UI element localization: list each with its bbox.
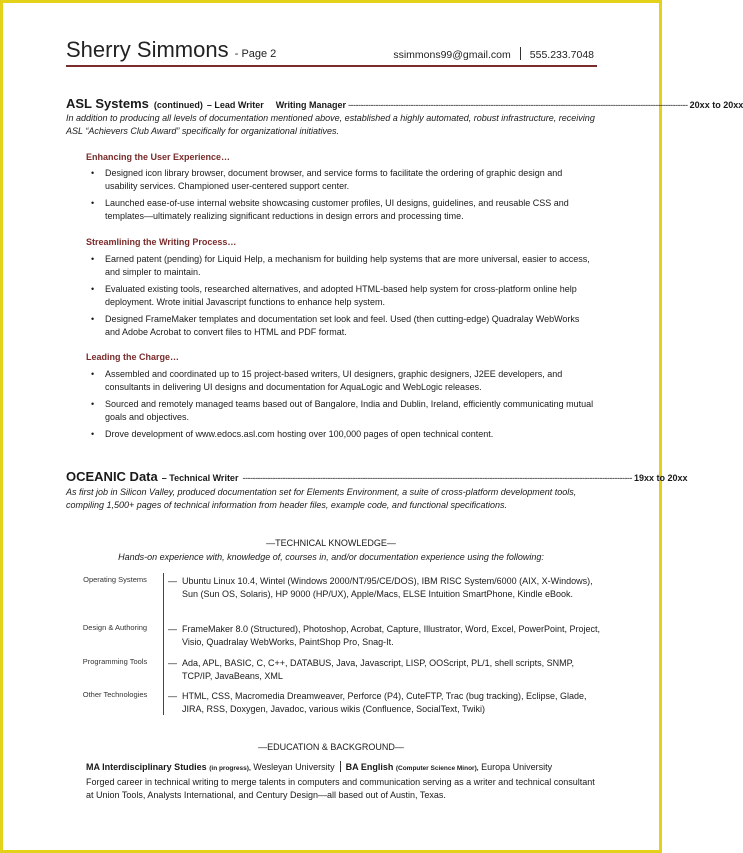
job-role-secondary: Writing Manager [275,100,347,110]
job-heading-asl [66,96,743,111]
list-item: • Assembled and coordinated up to 15 project-based writers, UI designers, graphic designers, J2EE developers, and consultants in delivering UI designs and documentation for AquaLogic and WebLogic releases. [86,368,596,393]
school-ba: Europa University [481,762,553,772]
leader-dashes: ---------------------------------------------------------------------------------------------------------------------------------------- [348,100,688,110]
leader-dashes: ------------------------------------------------------------------------------------------------------------------------------------------------------------ [242,473,632,483]
technical-subtitle: Hands-on experience with, knowledge of, courses in, and/or documentation experience using the following: [118,552,544,562]
contact-divider [520,47,521,60]
skill-text: Ubuntu Linux 10.4, Wintel (Windows 2000/NT/95/CE/DOS), IBM RISC System/6000 (AIX, X-Windows), Sun (Sun OS, Solaris), HP 9000 (HP/UX), Apple/Macs, ELSE Intuition SmartPhone, Kindle eBook. [182,576,593,599]
job-intro: In addition to producing all levels of documentation mentioned above, established a highly automated, robust infrastructure, receiving ASL “Achievers Club Award” specifically for organizational initiatives. [66,113,595,136]
email: ssimmons99@gmail.com [393,49,511,61]
skill-dash: — [168,691,177,701]
skill-category-text [168,575,606,601]
header-rule [66,65,597,67]
company-name: OCEANIC Data [66,469,158,484]
degree-ma: MA Interdisciplinary Studies [86,762,207,772]
skill-category-text [168,690,606,716]
skill-category-label: Programming Tools [82,657,148,666]
skills-divider [163,573,164,715]
education-background: Forged career in technical writing to merge talents in computers and communication serving as a writer and technical consultant at Union Tools, Analysts International, and Century Design—all based out of Austin, Texas. [86,777,595,800]
bullet-list [86,368,596,446]
skill-text: HTML, CSS, Macromedia Dreamweaver, Perforce (P4), CuteFTP, Trac (bug tracking), Eclipse, Glade, JIRA, RSS, Doxygen, Javadoc, various wikis (Confluence, SocialText, Twiki) [182,691,587,714]
list-item: • Designed FrameMaker templates and documentation set look and feel. Used (then cutting-edge) Quadralay WebWorks and Adobe Acrobat to convert files to HTML and PDF format. [86,313,596,338]
skill-text: Ada, APL, BASIC, C, C++, DATABUS, Java, Javascript, LISP, OOScript, PL/1, shell scripts, SNMP, TCP/IP, JavaBeans, XML [182,658,574,681]
degree-divider [340,761,341,772]
skill-text: FrameMaker 8.0 (Structured), Photoshop, Acrobat, Capture, Illustrator, Word, Excel, PowerPoint, Project, Visio, Quadralay WebWorks, PaintShop Pro, Snag-It. [182,624,601,647]
degree-ba-note: (Computer Science Minor), [395,765,479,772]
bullet-list [86,167,596,227]
section-heading: Enhancing the User Experience… [86,152,231,162]
skill-category-label: Other Technologies [82,690,148,699]
skill-dash: — [168,624,177,634]
list-item: • Launched ease-of-use internal website showcasing customer profiles, UI designs, guidelines, and reusable CSS and templates—ultimately realizing significant reductions in design errors and processing time. [86,197,596,222]
job-intro: As first job in Silicon Valley, produced documentation set for Elements Environment, a suite of cross-platform development tools, compiling 1,500+ pages of technical information from header files, example code, and functional specifications. [66,487,577,510]
degree-ba: BA English [345,762,394,772]
list-item: • Designed icon library browser, document browser, and service forms to facilitate the ordering of graphic design and usability services. Championed user-centered support center. [86,167,596,192]
resume-header-name [66,37,276,63]
skill-category-label: Operating Systems [83,575,147,584]
job-dates: 19xx to 20xx [634,473,688,483]
skill-category-text [168,657,606,683]
section-heading: Leading the Charge… [86,352,180,362]
page-label: - Page 2 [234,48,277,60]
list-item: • Earned patent (pending) for Liquid Help, a mechanism for building help systems that are more universal, easier to access, and simpler to maintain. [86,253,596,278]
job-heading-oceanic [66,469,688,484]
technical-title: —TECHNICAL KNOWLEDGE— [266,538,396,548]
contact-info [393,47,594,61]
skill-dash: — [168,576,177,586]
phone: 555.233.7048 [529,49,594,61]
list-item: • Sourced and remotely managed teams based out of Bangalore, India and Dublin, Ireland, efficiently communicating mutual goals and objectives. [86,398,596,423]
skill-category-text [168,623,606,649]
company-qualifier: (continued) [153,100,203,110]
list-item: • Drove development of www.edocs.asl.com hosting over 100,000 pages of open technical content. [86,428,596,441]
skill-category-label: Design & Authoring [82,623,148,632]
list-item: • Evaluated existing tools, researched alternatives, and adopted HTML-based help system for cross-platform online help deployment. Wrote initial Javascript functions to enhance help system. [86,283,596,308]
company-name: ASL Systems [66,96,149,111]
education-title: —EDUCATION & BACKGROUND— [258,742,404,752]
bullet-list [86,253,596,343]
job-role: – Technical Writer [161,473,239,483]
job-role: – Lead Writer [206,100,264,110]
school-ma: Wesleyan University [253,762,335,772]
job-dates: 20xx to 20xx [689,100,743,110]
section-heading: Streamlining the Writing Process… [86,237,237,247]
skill-dash: — [168,658,177,668]
degree-ma-note: (in progress), [209,765,251,772]
education-degrees [86,761,596,775]
candidate-name: Sherry Simmons [66,37,229,62]
